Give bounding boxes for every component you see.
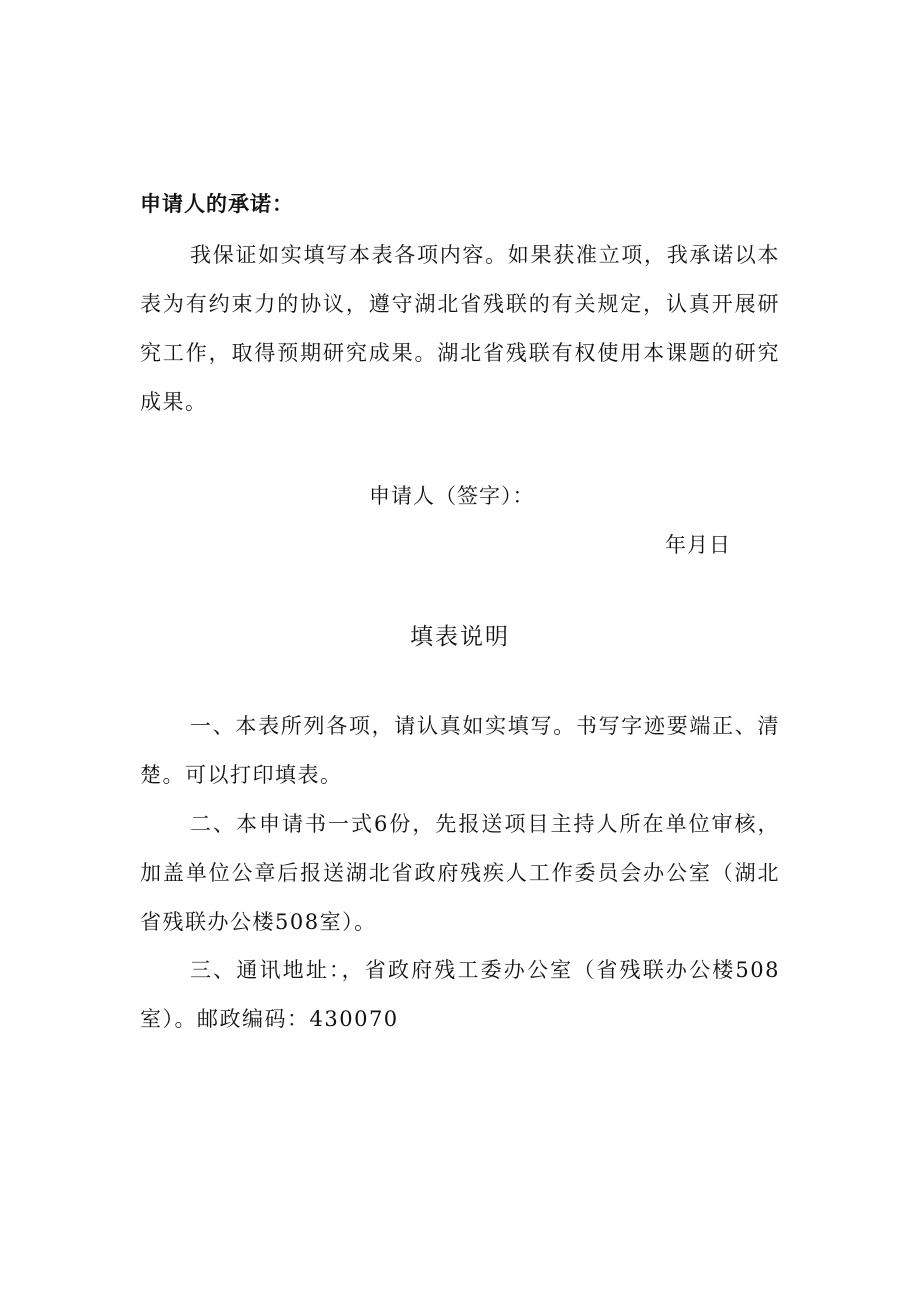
pledge-paragraph: 我保证如实填写本表各项内容。如果获准立项，我承诺以本表为有约束力的协议，遵守湖北省残联的有关规定，认真开展研究工作，取得预期研究成果。湖北省残联有权使用本课题的研究成果。 <box>140 243 780 414</box>
signature-label: 申请人（签字）： <box>369 484 535 508</box>
instruction-item-3: 三、通讯地址：，省政府残工委办公室（省残联办公楼508室）。邮政编码：430070 <box>140 958 780 1031</box>
date-label: 年月日 <box>665 533 731 557</box>
instruction-item-2: 二、本申请书一式6份，先报送项目主持人所在单位审核，加盖单位公章后报送湖北省政府残疾人工作委员会办公室（湖北省残联办公楼508室）。 <box>140 812 780 934</box>
instruction-item-1: 一、本表所列各项，请认真如实填写。书写字迹要端正、清楚。可以打印填表。 <box>140 714 780 787</box>
instructions-title: 填表说明 <box>410 624 510 650</box>
pledge-heading: 申请人的承诺： <box>140 192 294 216</box>
